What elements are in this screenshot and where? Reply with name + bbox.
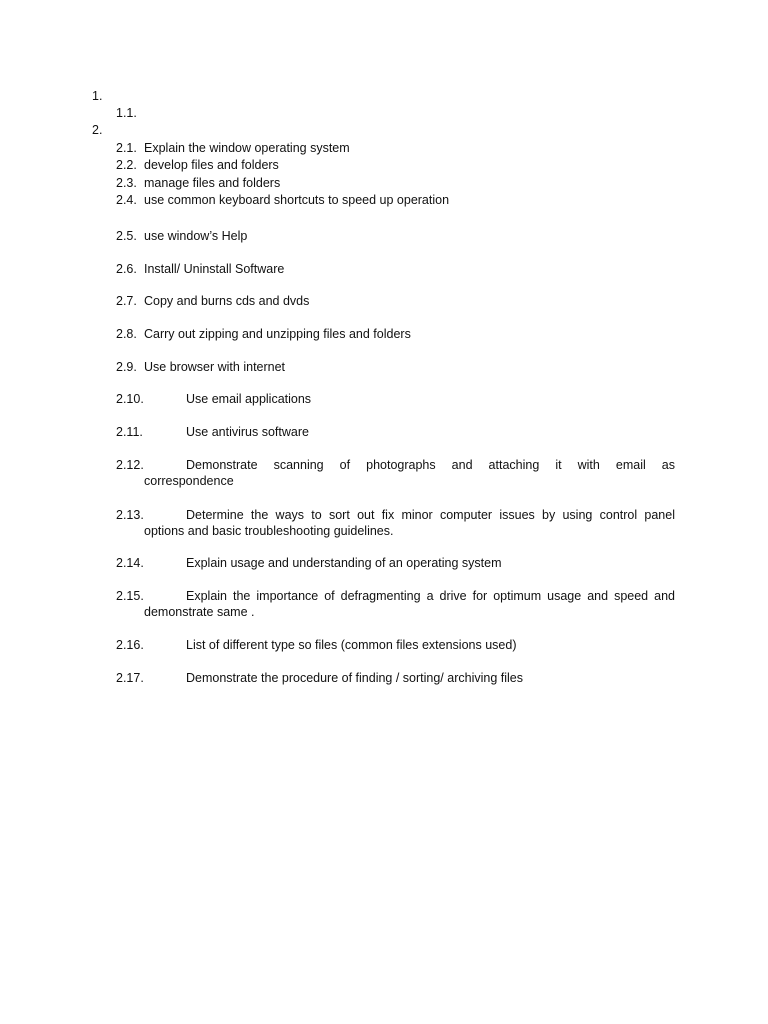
item-text: Explain usage and understanding of an operating system <box>186 556 502 570</box>
item-number: 2.6. <box>116 262 137 276</box>
list-number-1-1: 1.1. <box>116 106 137 120</box>
item-number: 2.4. <box>116 193 137 207</box>
item-text: Use antivirus software <box>186 425 309 439</box>
item-text: use window’s Help <box>144 229 248 243</box>
item-text: Use browser with internet <box>144 360 286 374</box>
item-number: 2.8. <box>116 327 137 341</box>
item-text: Use email applications <box>186 392 312 406</box>
item-text-line1: Determine the ways to sort out fix minor computer issues by using control panel <box>186 508 675 522</box>
item-number: 2.13. <box>116 508 144 522</box>
item-number: 2.5. <box>116 229 137 243</box>
list-number-2: 2. <box>92 123 103 137</box>
item-text: Copy and burns cds and dvds <box>144 294 310 308</box>
item-number: 2.2. <box>116 158 137 172</box>
item-text-line1: Demonstrate scanning of photographs and attaching it with email as <box>186 458 675 472</box>
item-number: 2.16. <box>116 638 144 652</box>
item-text: Explain the window operating system <box>144 141 350 155</box>
item-text: Carry out zipping and unzipping files and folders <box>144 327 411 341</box>
item-number: 2.7. <box>116 294 137 308</box>
item-text: Demonstrate the procedure of finding / sorting/ archiving files <box>186 671 523 685</box>
list-number-1: 1. <box>92 89 103 103</box>
item-number: 2.3. <box>116 176 137 190</box>
item-text-line1: Explain the importance of defragmenting a drive for optimum usage and speed and <box>186 589 675 603</box>
item-text: Install/ Uninstall Software <box>144 262 285 276</box>
item-text: develop files and folders <box>144 158 279 172</box>
item-text-line2: correspondence <box>144 474 234 488</box>
item-number: 2.10. <box>116 392 144 406</box>
item-number: 2.15. <box>116 589 144 603</box>
item-number: 2.14. <box>116 556 144 570</box>
item-text: manage files and folders <box>144 176 281 190</box>
item-text-line2: options and basic troubleshooting guidelines. <box>144 524 394 538</box>
item-number: 2.9. <box>116 360 137 374</box>
item-number: 2.1. <box>116 141 137 155</box>
item-number: 2.11. <box>116 425 143 439</box>
item-text-line2: demonstrate same . <box>144 605 255 619</box>
item-text: use common keyboard shortcuts to speed up operation <box>144 193 450 207</box>
item-text: List of different type so files (common files extensions used) <box>186 638 517 652</box>
item-number: 2.12. <box>116 458 144 472</box>
item-number: 2.17. <box>116 671 144 685</box>
